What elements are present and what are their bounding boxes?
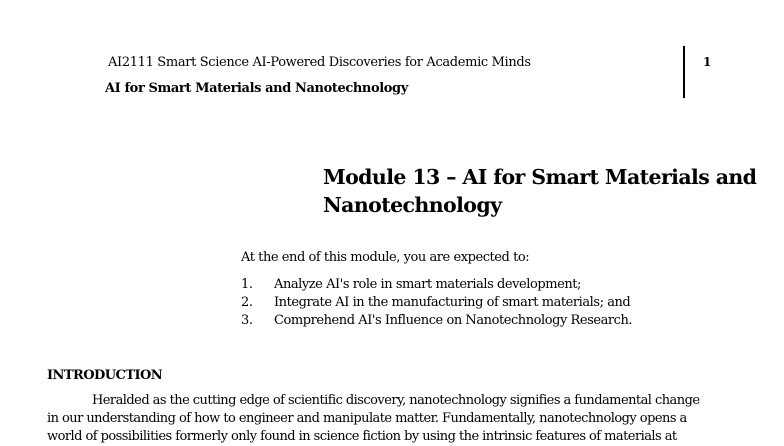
objectives-lead: At the end of this module, you are expected to:	[241, 250, 530, 265]
paragraph-line: world of possibilities formerly only found in science fiction by using the intrinsic features of materials at	[47, 429, 677, 444]
header-divider	[683, 46, 685, 98]
objective-text: Integrate AI in the manufacturing of smart materials; and	[274, 295, 631, 310]
objective-text: Comprehend AI's Influence on Nanotechnology Research.	[274, 313, 633, 328]
module-title	[323, 163, 773, 219]
header-course-title: AI2111 Smart Science AI-Powered Discoveries for Academic Minds	[108, 55, 531, 70]
introduction-paragraph	[47, 392, 739, 446]
page-number: 1	[703, 55, 712, 69]
objective-number: 2.	[241, 295, 253, 310]
objective-item	[241, 276, 632, 294]
header-subtitle: AI for Smart Materials and Nanotechnology	[105, 81, 408, 96]
objective-number: 1.	[241, 277, 253, 292]
paragraph-line: Heralded as the cutting edge of scientific discovery, nanotechnology signifies a fundamental change	[92, 393, 700, 408]
module-title-line-1: Module 13 – AI for Smart Materials and	[323, 165, 757, 189]
objectives-list	[241, 276, 632, 330]
module-title-line-2: Nanotechnology	[323, 193, 502, 217]
objective-item	[241, 312, 632, 330]
objective-text: Analyze AI's role in smart materials development;	[274, 277, 581, 292]
objective-number: 3.	[241, 313, 253, 328]
paragraph-line: in our understanding of how to engineer and manipulate matter. Fundamentally, nanotechnology opens a	[47, 411, 687, 426]
objective-item	[241, 294, 632, 312]
introduction-heading: INTRODUCTION	[47, 368, 163, 383]
